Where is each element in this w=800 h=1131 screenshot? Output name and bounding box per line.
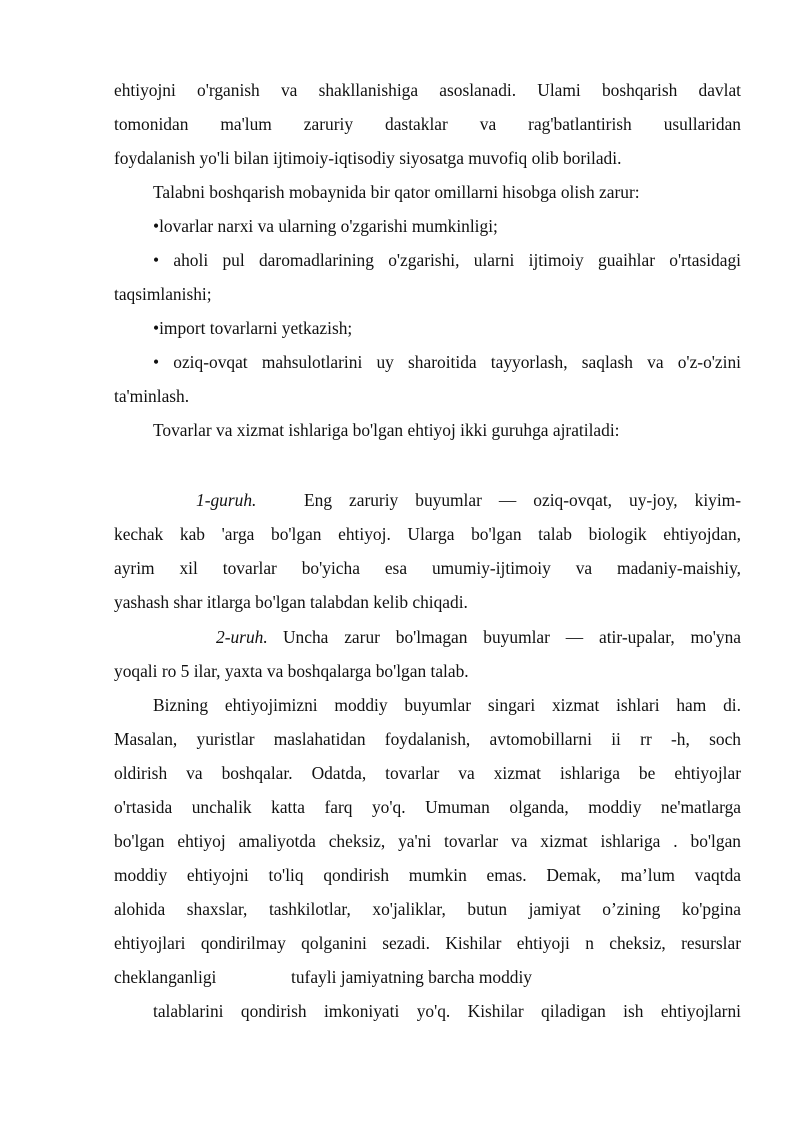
text-line: cheklanganligi (114, 967, 217, 987)
text-line: tomonidan ma'lum zaruriy dastaklar va rag'batlantirish usullaridan (114, 114, 741, 134)
text-line: ehtiyojlari qondirilmay qolganini sezadi. Kishilar ehtiyoji n cheksiz, resurslar (114, 933, 741, 953)
bullet-item: •import tovarlarni yetkazish; (153, 318, 353, 338)
text-line: alohida shaxslar, tashkilotlar, xo'jaliklar, butun jamiyat o’zining ko'pgina (114, 899, 741, 919)
text-line: ayrim xil tovarlar bo'yicha esa umumiy-ijtimoiy va madaniy-maishiy, (114, 558, 741, 578)
group1-label: 1-guruh. (196, 490, 257, 510)
text-line: foydalanish yo'li bilan ijtimoiy-iqtisodiy siyosatga muvofiq olib boriladi. (114, 148, 622, 168)
bullet-item: • oziq-ovqat mahsulotlarini uy sharoitida tayyorlash, saqlash va o'z-o'zini (153, 352, 741, 372)
text-line: Bizning ehtiyojimizni moddiy buyumlar singari xizmat ishlari ham di. (153, 695, 741, 715)
text-line: Talabni boshqarish mobaynida bir qator omillarni hisobga olish zarur: (153, 182, 640, 202)
text-line: kechak kab 'arga bo'lgan ehtiyoj. Ularga bo'lgan talab biologik ehtiyojdan, (114, 524, 741, 544)
text-line: ehtiyojni o'rganish va shakllanishiga asoslanadi. Ulami boshqarish davlat (114, 80, 741, 100)
text-line: Tovarlar va xizmat ishlariga bo'lgan ehtiyoj ikki guruhga ajratiladi: (153, 420, 620, 440)
bullet-item: • aholi pul daromadlarining o'zgarishi, ularni ijtimoiy guaihlar o'rtasidagi (153, 250, 741, 270)
text-line: bo'lgan ehtiyoj amaliyotda cheksiz, ya'ni tovarlar va xizmat ishlariga . bo'lgan (114, 831, 741, 851)
text-line: tufayli jamiyatning barcha moddiy (291, 967, 532, 987)
text-line: talablarini qondirish imkoniyati yo'q. Kishilar qiladigan ish ehtiyojlarni (153, 1001, 741, 1021)
text-line: yoqali ro 5 ilar, yaxta va boshqalarga bo'lgan talab. (114, 661, 469, 681)
text-line: yashash shar itlarga bo'lgan talabdan kelib chiqadi. (114, 592, 468, 612)
text-line: ta'minlash. (114, 386, 190, 406)
text-line: o'rtasida unchalik katta farq yo'q. Umuman olganda, moddiy ne'matlarga (114, 797, 741, 817)
text-line: Uncha zarur bo'lmagan buyumlar — atir-upalar, mo'yna (283, 627, 741, 647)
text-line: moddiy ehtiyojni to'liq qondirish mumkin emas. Demak, ma’lum vaqtda (114, 865, 741, 885)
text-line: taqsimlanishi; (114, 284, 212, 304)
text-line: Eng zaruriy buyumlar — oziq-ovqat, uy-joy, kiyim- (304, 490, 741, 510)
bullet-item: •lovarlar narxi va ularning o'zgarishi mumkinligi; (153, 216, 498, 236)
text-line: Masalan, yuristlar maslahatidan foydalanish, avtomobillarni ii rr -h, soch (114, 729, 741, 749)
group2-label: 2-uruh. (216, 627, 268, 647)
text-line: oldirish va boshqalar. Odatda, tovarlar va xizmat ishlariga be ehtiyojlar (114, 763, 741, 783)
